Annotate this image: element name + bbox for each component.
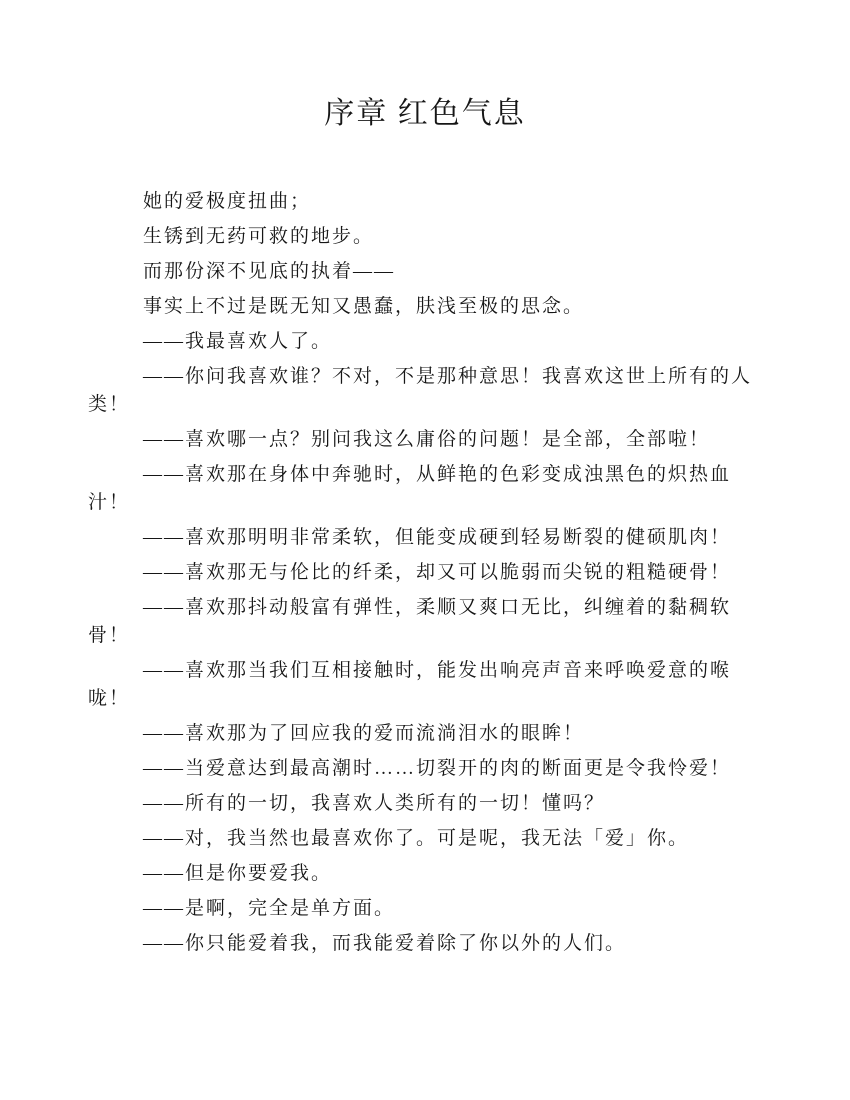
paragraph: ——喜欢那明明非常柔软，但能变成硬到轻易断裂的健硕肌肉！ bbox=[143, 527, 732, 548]
paragraph: ——当爱意达到最高潮时……切裂开的肉的断面更是令我怜爱！ bbox=[143, 758, 732, 779]
paragraph: ——你问我喜欢谁？不对，不是那种意思！我喜欢这世上所有的人类！ bbox=[88, 366, 753, 415]
paragraph: ——但是你要爱我。 bbox=[143, 863, 333, 884]
paragraph: ——所有的一切，我喜欢人类所有的一切！懂吗？ bbox=[143, 793, 606, 814]
paragraph: ——喜欢那在身体中奔驰时，从鲜艳的色彩变成浊黑色的炽热血汁！ bbox=[88, 464, 732, 513]
chapter-body bbox=[88, 188, 762, 958]
paragraph: 事实上不过是既无知又愚蠢，肤浅至极的思念。 bbox=[143, 296, 585, 317]
paragraph: ——我最喜欢人了。 bbox=[143, 331, 333, 352]
chapter-title: 序章 红色气息 bbox=[324, 97, 526, 130]
paragraph: ——喜欢那无与伦比的纤柔，却又可以脆弱而尖锐的粗糙硬骨！ bbox=[143, 562, 732, 583]
paragraph: ——对，我当然也最喜欢你了。可是呢，我无法「爱」你。 bbox=[143, 828, 690, 849]
paragraph: 生锈到无药可救的地步。 bbox=[143, 226, 375, 247]
paragraph: ——喜欢哪一点？别问我这么庸俗的问题！是全部，全部啦！ bbox=[143, 429, 711, 450]
paragraph: ——喜欢那为了回应我的爱而流淌泪水的眼眸！ bbox=[143, 723, 585, 744]
paragraph: 她的爱极度扭曲； bbox=[143, 191, 312, 212]
paragraph: ——是啊，完全是单方面。 bbox=[143, 898, 396, 919]
paragraph: ——喜欢那抖动般富有弹性，柔顺又爽口无比，纠缠着的黏稠软骨！ bbox=[88, 597, 732, 646]
paragraph: ——你只能爱着我，而我能爱着除了你以外的人们。 bbox=[143, 933, 627, 954]
paragraph: ——喜欢那当我们互相接触时，能发出响亮声音来呼唤爱意的喉咙！ bbox=[88, 660, 732, 709]
paragraph: 而那份深不见底的执着—— bbox=[143, 261, 396, 282]
